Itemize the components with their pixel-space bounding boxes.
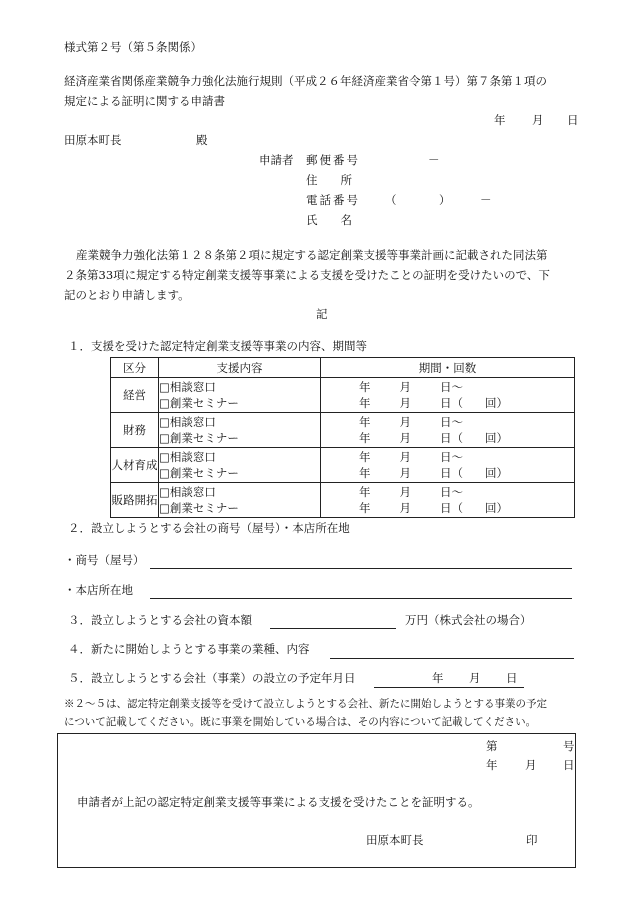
support-table [110, 357, 575, 518]
category-cell: 財務 [111, 413, 159, 448]
form-title-line2: 規定による証明に関する申請書 [64, 94, 225, 108]
applicant-label: 申請者 [259, 153, 294, 167]
period-month: 月 [399, 431, 411, 445]
cert-day-label: 日 [563, 758, 575, 772]
head-office-input-line[interactable] [150, 598, 572, 599]
table-row [111, 483, 575, 518]
addressee: 田原本町長 [64, 133, 122, 147]
cert-issuer: 田原本町長 [366, 833, 424, 847]
capital-unit: 万円（株式会社の場合） [405, 613, 532, 627]
period-year: 年 [359, 466, 371, 480]
period-year: 年 [359, 485, 371, 499]
period-day-to: 日（ [440, 466, 463, 480]
date-month-label: 月 [532, 113, 544, 127]
cert-statement: 申請者が上記の認定特定創業支援等事業による支援を受けたことを証明する。 [77, 795, 480, 809]
table-row [111, 413, 575, 448]
cert-number-suffix: 号 [563, 739, 575, 753]
consultation-checkbox[interactable]: □相談窓口 [159, 450, 216, 464]
consultation-checkbox[interactable]: □相談窓口 [159, 380, 216, 394]
period-year: 年 [359, 431, 371, 445]
period-cell [321, 483, 575, 518]
content-cell [159, 448, 321, 483]
section4-heading: ４．新たに開始しようとする事業の業種、内容 [68, 642, 310, 656]
phone-label: 電話番号 [306, 193, 360, 207]
date-day-label: 日 [567, 113, 579, 127]
content-cell [159, 413, 321, 448]
period-day-to: 日（ [440, 501, 463, 515]
period-day-to: 日（ [440, 431, 463, 445]
period-year: 年 [359, 450, 371, 464]
content-cell [159, 378, 321, 413]
period-count: 回） [485, 431, 508, 445]
period-count: 回） [485, 396, 508, 410]
period-year: 年 [359, 501, 371, 515]
category-cell: 経営 [111, 378, 159, 413]
phone-dash: － [480, 193, 492, 207]
postal-code-dash: － [428, 153, 440, 167]
period-cell [321, 448, 575, 483]
period-day-from: 日～ [440, 450, 463, 464]
capital-input-line[interactable] [270, 628, 396, 629]
seminar-checkbox[interactable]: □創業セミナー [159, 431, 239, 445]
period-month: 月 [399, 466, 411, 480]
trade-name-input-line[interactable] [150, 568, 572, 569]
body-line1: 産業競争力強化法第１２８条第２項に規定する認定創業支援等事業計画に記載された同法第 [76, 248, 548, 262]
cert-seal-mark: 印 [526, 833, 538, 847]
address-label: 住 所 [306, 173, 352, 187]
seminar-checkbox[interactable]: □創業セミナー [159, 396, 239, 410]
period-cell [321, 378, 575, 413]
cert-number-prefix: 第 [486, 739, 498, 753]
postal-code-label: 郵便番号 [306, 153, 360, 167]
table-row [111, 448, 575, 483]
honorific: 殿 [196, 133, 208, 147]
table-row [111, 378, 575, 413]
period-cell [321, 413, 575, 448]
category-cell: 販路開拓 [111, 483, 159, 518]
date-year-label: 年 [494, 113, 506, 127]
cert-month-label: 月 [525, 758, 537, 772]
establishment-date-input-line[interactable] [374, 687, 524, 688]
note-line1: ※２～５は、認定特定創業支援等を受けて設立しようとする会社、新たに開始しようとする事業の予定 [64, 698, 547, 710]
table-header-row [111, 358, 575, 378]
seminar-checkbox[interactable]: □創業セミナー [159, 501, 239, 515]
period-year: 年 [359, 415, 371, 429]
section1-heading: １．支援を受けた認定特定創業支援等事業の内容、期間等 [68, 339, 367, 353]
period-day-to: 日（ [440, 396, 463, 410]
trade-name-label: ・商号（屋号） [64, 553, 145, 567]
period-month: 月 [399, 485, 411, 499]
business-type-input-line[interactable] [330, 658, 574, 659]
body-line3: 記のとおり申請します。 [64, 288, 190, 302]
seminar-checkbox[interactable]: □創業セミナー [159, 466, 239, 480]
phone-close-paren: ） [439, 193, 451, 207]
section3-heading: ３．設立しようとする会社の資本額 [68, 613, 252, 627]
period-count: 回） [485, 501, 508, 515]
header-period: 期間・回数 [321, 358, 575, 378]
section2-heading: ２．設立しようとする会社の商号（屋号）・本店所在地 [68, 521, 350, 535]
body-line2: ２条第33項に規定する特定創業支援等事業による支援を受けたことの証明を受けたいので、下 [64, 268, 550, 282]
cert-year-label: 年 [486, 758, 498, 772]
period-month: 月 [399, 380, 411, 394]
header-category: 区分 [111, 358, 159, 378]
period-month: 月 [399, 450, 411, 464]
section5-heading: ５．設立しようとする会社（事業）の設立の予定年月日 [68, 671, 356, 685]
form-number: 様式第２号（第５条関係） [64, 40, 202, 54]
period-month: 月 [399, 396, 411, 410]
note-line2: について記載してください。既に事業を開始している場合は、その内容について記載してください。 [64, 716, 537, 728]
head-office-label: ・本店所在地 [64, 583, 133, 597]
period-year: 年 [359, 380, 371, 394]
consultation-checkbox[interactable]: □相談窓口 [159, 485, 216, 499]
period-count: 回） [485, 466, 508, 480]
period-year: 年 [359, 396, 371, 410]
period-month: 月 [399, 415, 411, 429]
consultation-checkbox[interactable]: □相談窓口 [159, 415, 216, 429]
name-label: 氏 名 [306, 213, 352, 227]
header-content: 支援内容 [159, 358, 321, 378]
certificate-box [57, 733, 576, 868]
period-day-from: 日～ [440, 380, 463, 394]
content-cell [159, 483, 321, 518]
period-month: 月 [399, 501, 411, 515]
phone-open-paren: （ [385, 193, 397, 207]
form-title-line1: 経済産業省関係産業競争力強化法施行規則（平成２６年経済産業省令第１号）第７条第１項の [64, 74, 547, 88]
period-day-from: 日～ [440, 415, 463, 429]
period-day-from: 日～ [440, 485, 463, 499]
category-cell: 人材育成 [111, 448, 159, 483]
est-day-label: 日 [506, 671, 518, 685]
est-year-label: 年 [432, 671, 444, 685]
est-month-label: 月 [469, 671, 481, 685]
ki-heading: 記 [316, 307, 328, 321]
